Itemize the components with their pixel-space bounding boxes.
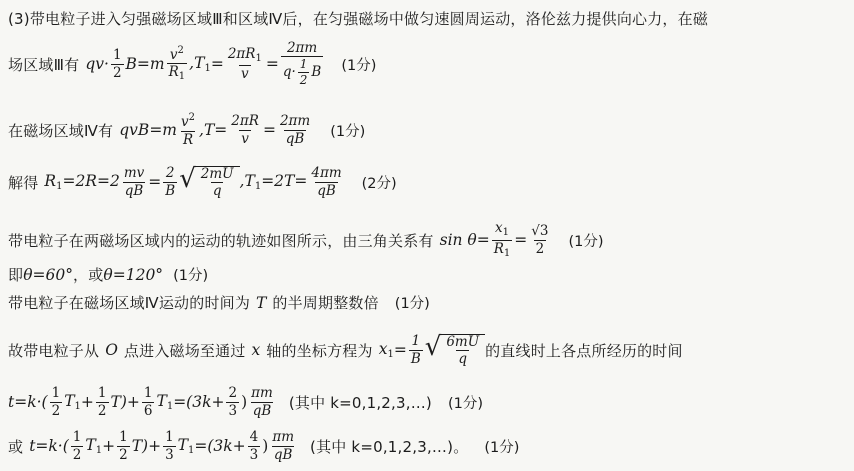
line-2-2piR1-over-v [226, 47, 264, 82]
line-2-eq: = [210, 55, 224, 73]
line-4-sqrt: √ $\frac{2mU}{q}$ [179, 166, 239, 198]
line-10-h2-num: 1 [119, 429, 128, 446]
line-4-sq-den: q [212, 183, 222, 199]
line-2-f2-num: 2πR [227, 45, 256, 62]
line-10-score: (1分) [484, 439, 520, 456]
line-3-T: ,T= [199, 121, 228, 139]
line-2-f3-den-q: q· [282, 64, 296, 81]
line-9-h1 [50, 386, 63, 417]
line-9-h4-den: 3 [228, 402, 238, 419]
line-9-note: (其中 k=0,1,2,3,…) [288, 393, 432, 412]
line-9-close: ) [241, 393, 248, 411]
line-3-score: (1分) [330, 123, 366, 140]
line-7-T: T [256, 293, 267, 312]
line-4-sq-num: 2mU [200, 165, 234, 182]
line-9-h3-den: 6 [143, 402, 153, 419]
line-10-h2 [117, 430, 130, 461]
line-2-R: R [168, 63, 179, 80]
line-10-h1-num: 1 [72, 429, 82, 446]
line-8-x1: x [378, 340, 388, 358]
line-10-plus: + [102, 437, 116, 455]
line-9-plus: + [80, 393, 94, 411]
line-2-eqB: B=m [125, 55, 165, 73]
line-9-f-den: qB [252, 402, 272, 419]
line-7 [8, 292, 850, 313]
line-6-theta-120: θ=120° [103, 265, 164, 284]
line-3-f2-num: 2πm [279, 113, 311, 130]
line-5-f1 [492, 221, 513, 259]
line-10-eq: =(3k+ [194, 437, 246, 455]
line-5-f2-num: √3 [531, 223, 549, 240]
line-2-half-num: 1 [112, 47, 122, 64]
line-2 [8, 36, 850, 92]
line-10-f-den: qB [273, 446, 293, 463]
line-2-score: (1分) [341, 57, 377, 74]
line-4-R: R [44, 172, 57, 190]
line-5-f1-num-sub: 1 [502, 227, 510, 238]
line-2-eq-2: = [265, 55, 279, 73]
line-3-v2-over-R [179, 113, 197, 146]
line-3 [8, 110, 850, 150]
line-4 [8, 160, 850, 204]
line-9-h2-den: 2 [97, 402, 107, 419]
line-3-f2 [278, 114, 312, 145]
line-3-eq: = [262, 121, 276, 139]
line-4-f2-num: 2 [165, 165, 175, 182]
line-5-f1-num: x [495, 220, 503, 236]
line-9-T1-sub: 1 [74, 401, 81, 412]
line-1 [8, 8, 850, 29]
line-2-v: v [169, 46, 178, 63]
line-5-score: (1分) [568, 233, 604, 250]
line-5-f2 [529, 224, 550, 255]
line-4-R-sub: 1 [56, 181, 63, 192]
line-5-f1-den: R [493, 240, 504, 257]
line-4-score: (2分) [361, 175, 397, 192]
line-2-f3-num: 2πm [286, 40, 318, 57]
line-2-f2-den: v [241, 66, 249, 83]
line-9-eq: =(3k+ [173, 393, 225, 411]
line-8 [8, 326, 850, 374]
line-3-prefix: 在磁场区域Ⅳ有 [8, 121, 114, 140]
line-4-f3 [309, 166, 343, 197]
line-8-sq-den: q [458, 351, 468, 367]
line-9-T1b: T [156, 392, 167, 410]
line-4-eq: = [148, 173, 162, 191]
line-10-h1 [71, 430, 84, 461]
line-8-text2: 点进入磁场至通过 [123, 341, 246, 360]
line-10-T1b: T [177, 436, 189, 454]
line-2-f3-den-half-num: 1 [299, 57, 308, 72]
line-10-T: T)+ [131, 437, 162, 455]
line-10-h4 [248, 430, 261, 461]
line-3-f1 [229, 114, 261, 145]
line-10-T1: T [85, 436, 96, 454]
line-8-x: x [251, 341, 261, 359]
line-2-T: ,T [189, 54, 205, 72]
line-2-qv: qv· [85, 55, 109, 73]
line-8-eq: = [393, 341, 407, 359]
line-8-text: 故带电粒子从 [8, 341, 100, 360]
line-10-pre: 或 [8, 437, 24, 456]
line-9-t: t=k·( [8, 393, 48, 411]
line-9-f-num: πm [251, 385, 273, 402]
line-10-close: ) [262, 437, 269, 455]
line-10-h2-den: 2 [119, 446, 128, 463]
line-8-x1-sub: 1 [387, 349, 394, 360]
line-9-h2-num: 1 [97, 385, 107, 402]
line-8-text3: 轴的坐标方程为 [266, 341, 373, 360]
line-9-h1-den: 2 [51, 402, 61, 419]
line-4-f1-den: qB [124, 182, 144, 199]
line-9-score: (1分) [448, 395, 484, 412]
line-4-f1 [122, 166, 146, 197]
line-4-expr2: =2R=2 [62, 172, 120, 190]
line-10 [8, 424, 850, 468]
line-9-f [249, 386, 275, 417]
line-9-T1b-sub: 1 [166, 401, 174, 412]
line-5-f2-den: 2 [535, 240, 545, 257]
line-3-f1-den: v [241, 130, 249, 147]
line-10-h4-den: 3 [249, 446, 259, 463]
line-4-T: ,T [239, 172, 255, 190]
line-7-score: (1分) [394, 296, 430, 312]
line-10-f-num: πm [272, 429, 295, 446]
line-8-O: O [105, 341, 118, 359]
line-5 [8, 218, 850, 262]
line-2-v2-over-R1 [167, 46, 188, 83]
line-3-R: R [182, 131, 194, 148]
line-4-f2 [163, 166, 177, 197]
line-10-h3 [163, 430, 176, 461]
line-10-h1-den: 2 [72, 446, 82, 463]
line-6-score: (1分) [173, 268, 209, 284]
line-3-f1-num: 2πR [231, 113, 259, 130]
line-3-v: v [181, 114, 189, 131]
line-9-h3 [142, 386, 155, 417]
line-2-v-sup: 2 [177, 44, 184, 56]
line-6 [8, 264, 850, 285]
line-7-text: 带电粒子在磁场区域Ⅳ运动的时间为 [8, 294, 251, 312]
line-2-f3-den-half-den: 2 [299, 73, 308, 88]
line-9 [8, 380, 850, 424]
line-2-half-den: 2 [112, 64, 122, 81]
line-1-text: (3)带电粒子进入匀强磁场区域Ⅲ和区域Ⅳ后，在匀强磁场中做匀速圆周运动，洛伦兹力提供向心力，在磁 [8, 10, 709, 28]
line-10-note: (其中 k=0,1,2,3,…)。 [310, 437, 469, 456]
line-4-T-sub: 1 [254, 181, 262, 192]
line-10-h4-num: 4 [249, 429, 259, 446]
line-5-eq: = [514, 231, 528, 249]
line-2-prefix: 场区域Ⅲ有 [8, 55, 80, 74]
line-4-f2-den: B [165, 182, 176, 199]
line-9-T: T)+ [110, 393, 140, 411]
line-9-h4 [226, 386, 239, 417]
line-9-T1: T [64, 392, 75, 410]
line-8-sq-num: 6mU [446, 333, 480, 350]
line-6-theta-60: θ=60° [23, 265, 73, 284]
line-2-f2-num-sub: 1 [255, 52, 262, 64]
line-5-f1-den-sub: 1 [503, 247, 511, 259]
line-4-T-eq: =2T= [261, 172, 308, 190]
line-9-h3-num: 1 [143, 385, 153, 402]
line-10-T1-sub: 1 [95, 445, 103, 456]
line-4-prefix: 解得 [8, 173, 39, 192]
line-4-f3-num: 4πm [311, 165, 342, 182]
line-2-T-sub: 1 [204, 63, 211, 74]
line-2-f3-den-B: B [311, 64, 322, 81]
line-6-pre: 即 [8, 266, 24, 284]
line-5-sin: sin θ= [439, 231, 490, 249]
line-3-f2-den: qB [285, 130, 305, 147]
line-8-f-den: B [410, 350, 421, 367]
line-10-T1b-sub: 1 [188, 445, 195, 456]
line-8-text4: 的直线时上各点所经历的时间 [485, 341, 683, 360]
line-8-sqrt: √ $\frac{6mU}{q}$ [425, 334, 485, 366]
line-8-f-num: 1 [411, 333, 421, 350]
line-10-h3-num: 1 [165, 429, 174, 446]
line-9-h4-num: 2 [228, 385, 238, 402]
line-5-text: 带电粒子在两磁场区域内的运动的轨迹如图所示，由三角关系有 [8, 231, 434, 250]
line-3-v-sup: 2 [188, 112, 196, 124]
line-9-h2 [96, 386, 109, 417]
line-9-h1-num: 1 [51, 385, 61, 402]
line-10-h3-den: 3 [165, 446, 174, 463]
line-2-R-sub: 1 [178, 70, 186, 82]
line-4-f1-num: mv [123, 165, 145, 182]
line-8-f [409, 334, 423, 365]
line-6-mid: ，或 [73, 266, 104, 284]
line-10-t: t=k·( [29, 437, 69, 455]
line-2-half [111, 48, 124, 79]
line-2-2pim-frac [281, 41, 324, 86]
line-7-text2: 的半周期整数倍 [272, 294, 379, 312]
line-10-f [270, 430, 296, 461]
line-3-expr: qvB=m [119, 121, 178, 139]
line-4-f3-den: qB [317, 182, 336, 199]
